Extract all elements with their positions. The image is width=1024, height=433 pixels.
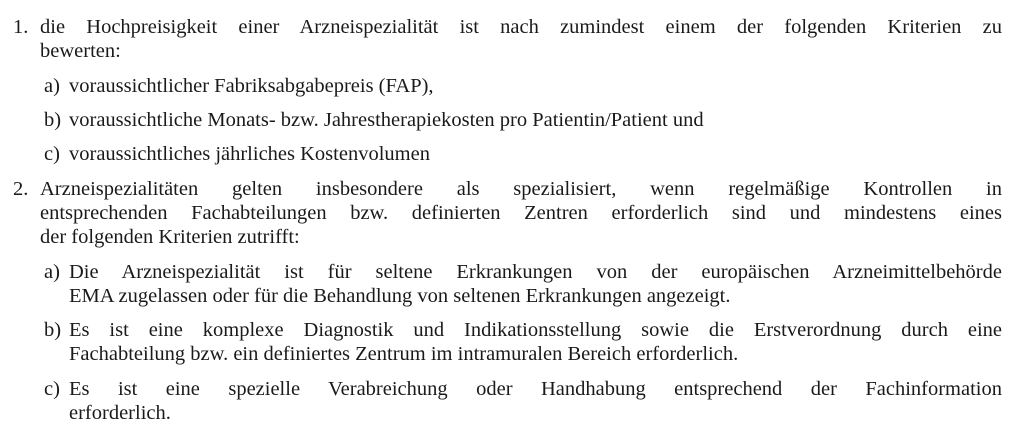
subitem-text-line: erforderlich. [69,402,171,424]
subitem-text-line: Die Arzneispezialität ist für seltene Erkrankungen von der europäischen Arzneimittelbehörde [69,261,1002,283]
subitem-text-line: voraussichtlicher Fabriksabgabepreis (FAP), [69,75,434,97]
subitem-label: a) [44,75,60,97]
item-text-line: Arzneispezialitäten gelten insbesondere als spezialisiert, wenn regelmäßige Kontrollen in [40,178,1002,200]
subitem-label: c) [44,143,60,165]
subitem-text-line: EMA zugelassen oder für die Behandlung von seltenen Erkrankungen angezeigt. [69,285,731,307]
subitem-text-line: Fachabteilung bzw. ein definiertes Zentrum im intramuralen Bereich erforderlich. [69,343,739,365]
subitem-text-line: voraussichtliches jährliches Kostenvolumen [69,143,430,165]
subitem-text-line: Es ist eine komplexe Diagnostik und Indikationsstellung sowie die Erstverordnung durch eine [69,319,1002,341]
item-text-line: die Hochpreisigkeit einer Arzneispezialität ist nach zumindest einem der folgenden Kriterien zu [40,16,1002,38]
item-text-line: entsprechenden Fachabteilungen bzw. definierten Zentren erforderlich sind und mindestens eines [40,202,1002,224]
subitem-text-line: voraussichtliche Monats- bzw. Jahrestherapiekosten pro Patientin/Patient und [69,109,704,131]
item-number: 2. [13,178,29,200]
item-text-line: bewerten: [40,40,121,62]
item-number: 1. [13,16,29,38]
subitem-label: a) [44,261,60,283]
subitem-label: b) [44,319,62,341]
item-text-line: der folgenden Kriterien zutrifft: [40,226,300,248]
subitem-label: c) [44,378,60,400]
subitem-text-line: Es ist eine spezielle Verabreichung oder Handhabung entsprechend der Fachinformation [69,378,1002,400]
subitem-label: b) [44,109,62,131]
